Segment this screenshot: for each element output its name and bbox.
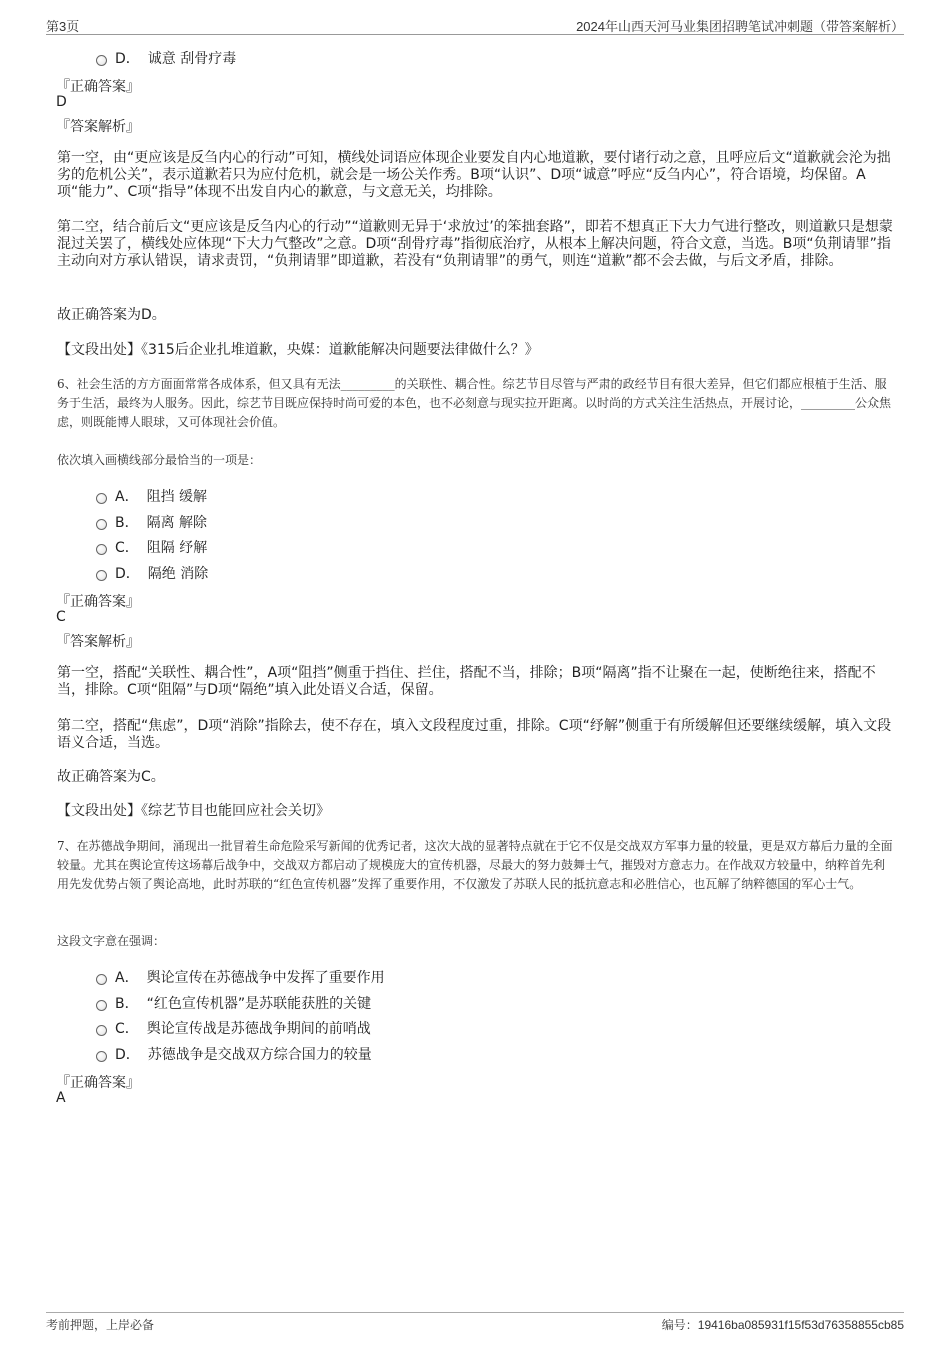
radio-icon[interactable] — [96, 493, 107, 504]
page-number: 第3页 — [46, 19, 80, 34]
page-header — [46, 14, 904, 35]
option-text: 隔离 解除 — [146, 515, 208, 531]
q7-option-b[interactable] — [96, 993, 371, 1013]
option-letter: C． — [115, 1021, 139, 1037]
q6-answer-label: 『正确答案』 — [56, 594, 140, 610]
q7-answer: A — [56, 1090, 66, 1106]
q6-option-a[interactable] — [96, 486, 207, 506]
radio-icon[interactable] — [96, 519, 107, 530]
radio-icon[interactable] — [96, 1000, 107, 1011]
q6-analysis-paragraph-1: 第一空，搭配“关联性、耦合性”，A项“阻挡”侧重于挡住、拦住，搭配不当，排除；B项“隔离”指不让聚在一起，使断绝往来，搭配不当，排除。C项“阻隔”与D项“隔绝”填入此处语义合适，保留。 — [57, 665, 876, 698]
option-text: “红色宣传机器”是苏联能获胜的关键 — [146, 996, 372, 1012]
option-text: 舆论宣传在苏德战争中发挥了重要作用 — [146, 970, 385, 986]
q5-analysis-paragraph-1: 第一空，由“更应该是反刍内心的行动”可知，横线处词语应体现企业要发自内心地道歉，要付诸行动之意，且呼应后文“道歉就会沦为拙劣的危机公关”，表示道歉若只为应付危机，就会是一场公关作秀。B项“认识”、D项“诚意”呼应“反刍内心”，符合语境，均保留。A项“能力”、C项“指导”体现不出发自内心的歉意，与文意无关，均排除。 — [57, 150, 891, 200]
q5-analysis-label: 『答案解析』 — [56, 119, 140, 135]
option-letter: D． — [115, 51, 140, 67]
document-title: 2024年山西天河马业集团招聘笔试冲刺题（带答案解析） — [576, 19, 904, 34]
q5-option-d[interactable] — [96, 48, 236, 68]
option-text: 舆论宣传战是苏德战争期间的前哨战 — [146, 1021, 371, 1037]
q7-option-a[interactable] — [96, 967, 385, 987]
radio-icon[interactable] — [96, 544, 107, 555]
option-letter: D． — [115, 566, 140, 582]
radio-icon[interactable] — [96, 1025, 107, 1036]
footer-slogan: 考前押题，上岸必备 — [46, 1318, 155, 1332]
q7-prompt: 这段文字意在强调： — [57, 934, 166, 948]
radio-icon[interactable] — [96, 570, 107, 581]
q6-stem: 6、社会生活的方方面面常常各成体系，但又具有无法_________的关联性、耦合性。综艺节目尽管与严肃的政经节目有很大差异，但它们都应根植于生活、服务于生活，最终为人服务。因此，综艺节目既应保持时尚可爱的本色，也不必刻意与现实拉开距离。以时尚的方式关注生活热点，开展讨论，_________公众焦虑，则既能博人眼球，又可体现社会价值。 — [57, 377, 892, 429]
option-letter: C． — [115, 540, 139, 556]
q5-conclusion: 故正确答案为D。 — [57, 307, 166, 323]
q6-option-c[interactable] — [96, 537, 207, 557]
option-letter: A． — [115, 970, 139, 986]
q6-source: 【文段出处】《综艺节目也能回应社会关切》 — [57, 803, 330, 819]
q7-option-c[interactable] — [96, 1018, 371, 1038]
q6-answer: C — [56, 609, 66, 625]
q6-analysis-paragraph-2: 第二空，搭配“焦虑”，D项“消除”指除去，使不存在，填入文段程度过重，排除。C项“纾解”侧重于有所缓解但还要继续缓解，填入文段语义合适，当选。 — [57, 718, 892, 751]
option-letter: B． — [115, 996, 139, 1012]
q6-option-d[interactable] — [96, 563, 208, 583]
q6-prompt: 依次填入画横线部分最恰当的一项是： — [57, 453, 262, 467]
option-text: 诚意 刮骨疗毒 — [147, 51, 237, 67]
q5-analysis-paragraph-2: 第二空，结合前后文“更应该是反刍内心的行动”“道歉则无异于‘求放过’的笨拙套路”，即若不想真正下大力气进行整改，则道歉只是想蒙混过关罢了，横线处应体现“下大力气整改”之意。D项“刮骨疗毒”指彻底治疗，从根本上解决问题，符合文意，当选。B项“负荆请罪”指主动向对方承认错误，请求责罚，“负荆请罪”即道歉，若没有“负荆请罪”的勇气，则连“道歉”都不会去做，与后文矛盾，排除。 — [57, 219, 893, 269]
option-text: 阻隔 纾解 — [146, 540, 208, 556]
q5-answer-label: 『正确答案』 — [56, 79, 140, 95]
page-footer — [46, 1312, 904, 1335]
radio-icon[interactable] — [96, 1051, 107, 1062]
option-text: 阻挡 缓解 — [146, 489, 208, 505]
radio-icon[interactable] — [96, 55, 107, 66]
q6-option-b[interactable] — [96, 512, 207, 532]
q6-conclusion: 故正确答案为C。 — [57, 769, 165, 785]
q7-answer-label: 『正确答案』 — [56, 1075, 140, 1091]
option-letter: D． — [115, 1047, 140, 1063]
option-letter: A． — [115, 489, 139, 505]
option-text: 苏德战争是交战双方综合国力的较量 — [147, 1047, 372, 1063]
q6-analysis-label: 『答案解析』 — [56, 634, 140, 650]
q5-source: 【文段出处】《315后企业扎堆道歉，央媒：道歉能解决问题要法律做什么？》 — [57, 342, 539, 358]
radio-icon[interactable] — [96, 974, 107, 985]
q7-option-d[interactable] — [96, 1044, 372, 1064]
q7-stem: 7、在苏德战争期间，涌现出一批冒着生命危险采写新闻的优秀记者，这次大战的显著特点就在于它不仅是交战双方军事力量的较量，更是双方幕后力量的全面较量。尤其在舆论宣传这场幕后战争中，交战双方都启动了规模庞大的宣传机器，尽最大的努力鼓舞士气，摧毁对方意志力。在作战双方较量中，纳粹首先利用先发优势占领了舆论高地，此时苏联的“红色宣传机器”发挥了重要作用，不仅激发了苏联人民的抵抗意志和必胜信心，也瓦解了纳粹德国的军心士气。 — [57, 839, 893, 891]
q5-answer: D — [56, 94, 67, 110]
document-id: 编号：19416ba085931f15f53d76358855cb85 — [661, 1318, 904, 1332]
option-letter: B． — [115, 515, 139, 531]
option-text: 隔绝 消除 — [147, 566, 209, 582]
